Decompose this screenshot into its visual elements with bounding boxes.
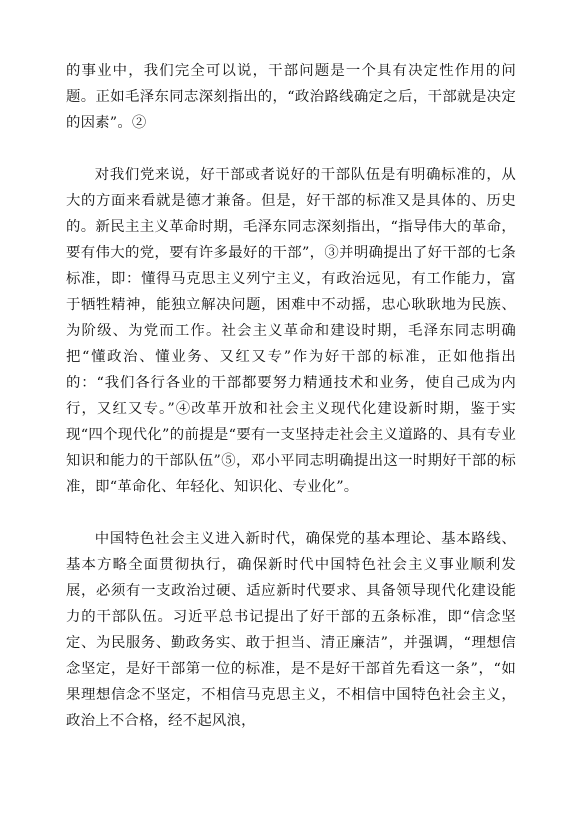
paragraph-2: 对我们党来说，好干部或者说好的干部队伍是有明确标准的，从大的方面来看就是德才兼备。但是，好干部的标准又是具体的、历史的。新民主主义革命时期，毛泽东同志深刻指出，“指导伟大的革命，要有伟大的党，要有许多最好的干部”，③并明确提出了好干部的七条标准，即：懂得马克思主义列宁主义，有政治远见，有工作能力，富于牺牲精神，能独立解决问题，困难中不动摇，忠心耿耿地为民族、为阶级、为党而工作。社会主义革命和建设时期，毛泽东同志明确把“懂政治、懂业务、又红又专”作为好干部的标准，正如他指出的：“我们各行各业的干部都要努力精通技术和业务，使自己成为内行，又红又专。”④改革开放和社会主义现代化建设新时期，鉴于实现“四个现代化”的前提是“要有一支坚持走社会主义道路的、具有专业知识和能力的干部队伍”⑤，邓小平同志明确提出这一时期好干部的标准，即“革命化、年轻化、知识化、专业化”。 [66, 167, 516, 495]
paragraph-1: 的事业中，我们完全可以说，干部问题是一个具有决定性作用的问题。正如毛泽东同志深刻指出的，“政治路线确定之后，干部就是决定的因素”。② [66, 63, 516, 131]
paragraph-3: 中国特色社会主义进入新时代，确保党的基本理论、基本路线、基本方略全面贯彻执行，确保新时代中国特色社会主义事业顺利发展，必须有一支政治过硬、适应新时代要求、具备领导现代化建设能力的干部队伍。习近平总书记提出了好干部的五条标准，即“信念坚定、为民服务、勤政务实、敢于担当、清正廉洁”，并强调，“理想信念坚定，是好干部第一位的标准，是不是好干部首先看这一条”，“如果理想信念不坚定，不相信马克思主义，不相信中国特色社会主义，政治上不合格，经不起风浪， [66, 531, 516, 729]
